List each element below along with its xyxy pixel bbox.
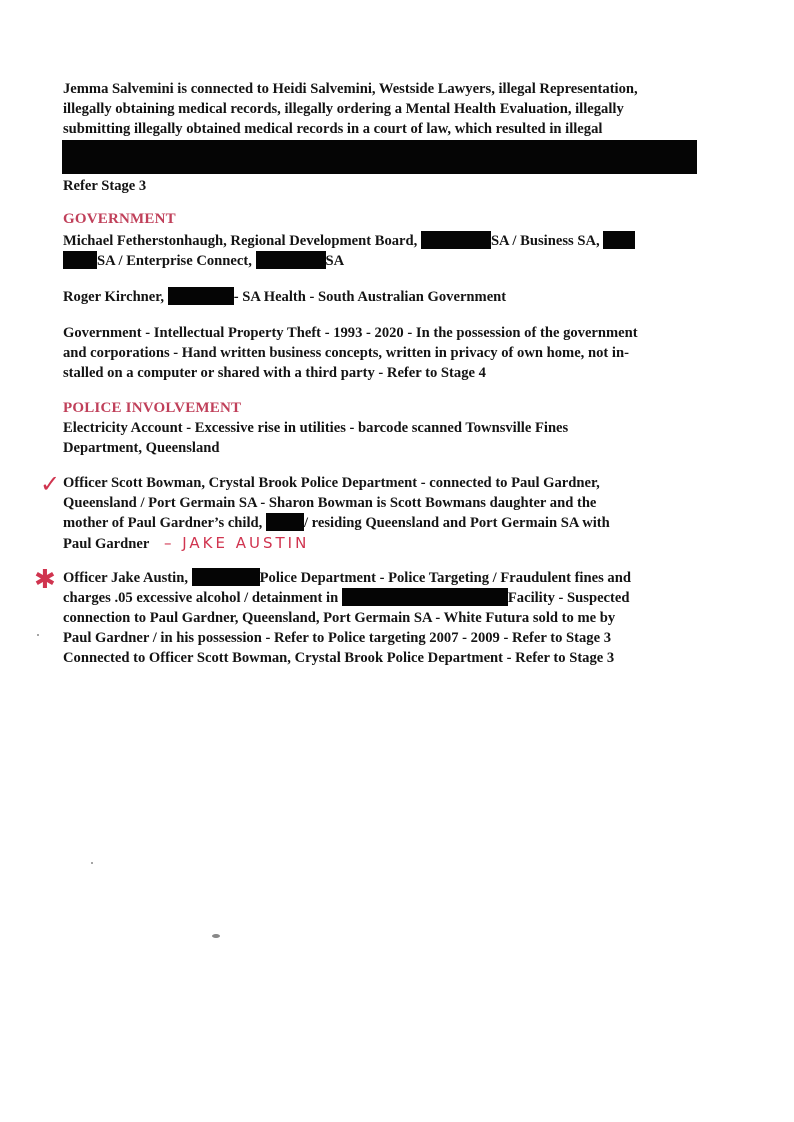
redaction-bar (342, 588, 508, 606)
redaction-bar (192, 568, 260, 586)
scott-bowman-entry: Officer Scott Bowman, Crystal Brook Police Department - connected to Paul Gardner, Queensland / Port Germain SA - Sharon Bowman is Scott Bowmans daughter and the mother of Paul Gardner’s child, / residing Queensland and Port Germain SA with Paul Gardner – JAKE AUSTIN (63, 475, 610, 552)
jemma-line-2: illegally obtaining medical records, illegally ordering a Mental Health Evaluation, illegally (63, 101, 624, 117)
redaction-bar (168, 287, 234, 305)
jemma-line-1: Jemma Salvemini is connected to Heidi Salvemini, Westside Lawyers, illegal Representation, (63, 81, 638, 97)
jemma-paragraph (63, 79, 713, 139)
redaction-bar (62, 140, 697, 174)
jake-austin-entry: Officer Jake Austin, Police Department - Police Targeting / Fraudulent fines and charges .05 excessive alcohol / detainment in Facility - Suspected connection to Paul Gardner, Queensland, Port Germain SA - White Futura sold to me by Paul Gardner / in his possession - Refer to Police targeting 2007 - 2009 - Refer to Stage 3 Connected to Officer Scott Bowman, Crystal Brook Police Department - Refer to Stage 3 (63, 570, 631, 666)
government-ip-paragraph: Government - Intellectual Property Theft - 1993 - 2020 - In the possession of the government and corporations - Hand written business concepts, written in privacy of own home, not in- stalled on a computer or shared with a third party - Refer to Stage 4 (63, 325, 638, 381)
scan-speck (37, 634, 39, 636)
jemma-line-3: submitting illegally obtained medical records in a court of law, which resulted in illegal (63, 121, 603, 137)
redaction-bar (421, 231, 491, 249)
redaction-bar (63, 251, 97, 269)
redaction-bar (603, 231, 635, 249)
refer-stage-3-text: Refer Stage 3 (63, 178, 147, 194)
scan-speck (91, 862, 93, 864)
handwritten-asterisk-mark: ✱ (34, 565, 56, 595)
redaction-bar (266, 513, 304, 531)
michael-entry (63, 231, 713, 271)
handwritten-note: – JAKE AUSTIN (163, 534, 310, 552)
electricity-entry: Electricity Account - Excessive rise in utilities - barcode scanned Townsville Fines Department, Queensland (63, 420, 569, 456)
michael-line-2: SA / Enterprise Connect, SA (63, 251, 713, 271)
handwritten-tick-mark: ✓ (40, 470, 61, 498)
roger-entry: Roger Kirchner, - SA Health - South Australian Government (63, 289, 507, 305)
redaction-bar (256, 251, 326, 269)
police-involvement-heading: POLICE INVOLVEMENT (63, 400, 242, 416)
scan-speck (212, 934, 220, 938)
government-heading: GOVERNMENT (63, 211, 176, 227)
michael-line-1: Michael Fetherstonhaugh, Regional Development Board, SA / Business SA, (63, 231, 713, 251)
